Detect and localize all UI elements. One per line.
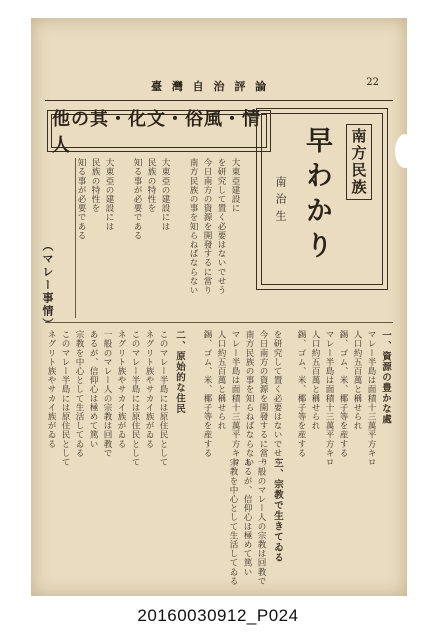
text-column: 人口約五百萬と稱せられ [352,330,362,431]
text-column: あるが、信仰心は極めて篤い [88,330,98,449]
text-column: マレー半島は面積十三萬平方キロ [324,330,334,467]
article-title-box [256,108,388,290]
text-column: ネグリト族やサカイ族がゐる [46,330,56,449]
text-column: を研究して置く必要はないでせう [272,330,282,467]
text-column: 知る事が必要である [132,158,142,240]
text-column: 今日南方の資源を開發するに當り [258,330,268,467]
page-number: 22 [366,77,379,88]
text-column: 大東亞の建設には [160,158,170,231]
text-column: マレー半島は面積十三萬平方キロ [230,330,240,467]
text-column: マレー半島は面積十三萬平方キロ [366,330,376,467]
text-column: 民族の特性を [146,158,156,213]
text-column: 知る事が必要である [76,158,86,240]
section-heading: 一、資源の豊かな處 [380,330,391,425]
text-column: あるが、信仰心は極めて篤い [242,458,252,577]
text-column: 南方民族の事を知らねばならない [188,158,198,295]
document-page [31,18,407,596]
text-column: を研究して置く必要はないでせう [216,158,226,295]
sidebar-heading: （マレー事情） [41,240,54,331]
text-column: 錫、ゴム、米、椰子等を産する [338,330,348,458]
text-column: 人口約五百萬と稱せられ [216,330,226,431]
text-column: 宗教を中心として生活してゐる [74,330,84,458]
text-column: 民族の特性を [90,158,100,213]
section-heading: 二、原始的な住民 [174,330,185,414]
text-column: 大東亞の建設には [104,158,114,231]
section-heading: 三、宗教で生きてゐる [272,458,283,563]
header-rule [45,100,393,101]
text-column: ネグリト族やサカイ族がゐる [144,330,154,449]
running-head: 臺 灣 自 治 評 論 [151,80,270,93]
text-column: 一般のマレー人の宗教は回教で [102,330,112,458]
text-column: ネグリト族やサカイ族がゐる [116,330,126,449]
section-banner-text: 他の其・化文・俗風・情人 [51,114,267,148]
text-column: 宗教を中心として生活してゐる [228,458,238,586]
column-divider [75,158,76,318]
page-edge-tear [395,134,407,168]
text-column: このマレー半島には原住民として [60,330,70,467]
text-column: 人口約五百萬と稱せられ [310,330,320,431]
text-column: 錫、ゴム、米、椰子等を産する [296,330,306,458]
text-column: 錫、ゴム、米、椰子等を産する [202,330,212,458]
section-divider [45,322,393,323]
article-title: 早わかり [301,126,332,266]
section-banner [47,109,271,156]
image-caption: 20160030912_P024 [137,606,299,625]
text-column: 大東亞建設に [230,158,240,213]
text-column: 一般のマレー人の宗教は回教で [256,458,266,586]
text-column: 今日南方の資源を開發するに當り [202,158,212,295]
article-author: 南治生 [274,176,287,227]
text-column: このマレー半島には原住民として [130,330,140,467]
article-subtitle: 南方民族 [346,124,372,200]
text-column: 南方民族の事を知らねばならない [244,330,254,467]
text-column: このマレー半島には原住民として [158,330,168,467]
